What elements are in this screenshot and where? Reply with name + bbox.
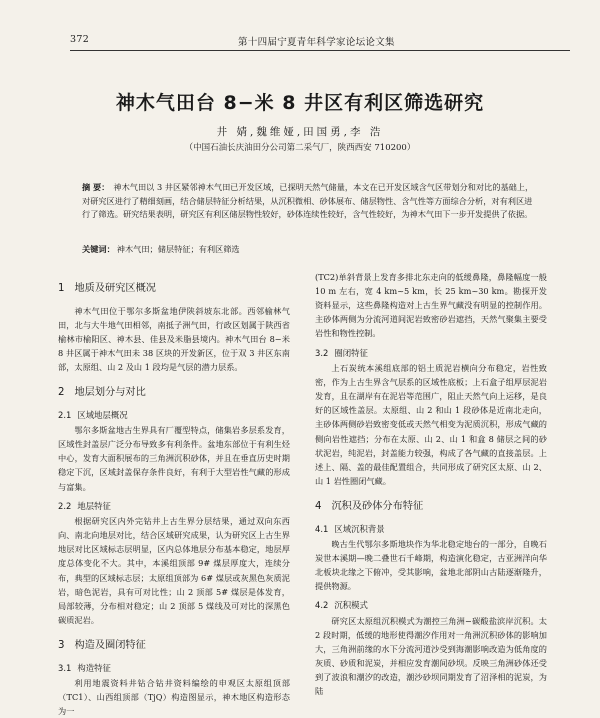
journal-title: 第十四届宁夏青年科学家论坛论文集 xyxy=(238,37,395,48)
section-title: 沉积及砂体分布特征 xyxy=(331,500,424,512)
paragraph: 利用地震资料井钻合钻井资料编绘的申观区太原组顶部（TC1）、山西组顶部（TjQ）构造图显示，神木地区构造形态为一 xyxy=(58,677,290,717)
section-heading xyxy=(58,280,290,298)
paragraph: 上石炭统本溪组底部的铝土质泥岩横向分布稳定，岩性致密，作为上古生界含气层系的区域性底板；上石盒子组厚层泥岩发育，且在湖岸有在泥岩等范围广，阻止天然气向上运移，是良好的区域性盖层。太原组、山 2 和山 1 段砂体是近南北走向，主砂体两侧砂岩致密变低或天然气相变为泥质沉积，形成气藏的侧向岩性遮挡；分布在太原、山 2、山 1 和盒 8 储层之间的砂状泥岩，纯泥岩，封盖能力较强，构成了各气藏的直接盖层。上述上、隔、盖的最佳配置组合，共同形成了研究区太原、山 2、山 1 岩性圈闭气藏。 xyxy=(315,363,547,486)
subsection-title: 构造特征 xyxy=(77,662,111,673)
section-number: 2 xyxy=(58,387,65,399)
section-heading xyxy=(315,498,547,516)
subsection-title: 区域沉积背景 xyxy=(334,523,385,534)
section-title: 构造及圈闭特征 xyxy=(74,639,146,651)
paragraph: 根据研究区内外完钻井上古生界分层结果，通过双向东西向、南北向地层对比，结合区域研究成果，认为研究区上古生界地层对比区域标志层明显，区内总体地层分布基本稳定，地层厚度总体变化不大。其中，本溪组顶部 9# 煤层厚度大，连续分布，典型的区域标志层；太原组顶部为 6# 煤层或灰黑色灰质泥岩，暗色泥岩，具有可对比性；山 2 顶部 5# 煤层是体发育，局部较薄，分布相对稳定；山 2 顶部 5 煤线及可对比的深黑色碳质泥岩。 xyxy=(58,516,290,625)
article-title: 神木气田台 8−米 8 井区有利区筛选研究 xyxy=(115,92,485,114)
subsection-title: 圈闭特征 xyxy=(334,347,368,358)
abstract xyxy=(82,181,540,222)
paragraph: 鄂尔多斯盆地古生界具有厂覆型特点，储集岩多层系发育，区域性封盖层广泛分布导致多有利条件。盆地东部位于有利生烃中心，发育大面积展布的三角洲沉积砂体，并且在垂直历史时期稳定下沉，区域封盖保存条件良好，有利于大型岩性气藏的形成与富集。 xyxy=(58,425,290,492)
paragraph: 研究区太原组沉积模式为潮控三角洲−碳酸盐滨岸沉积。太 2 段时期，低缓的地形使得潮汐作用对一角洲沉积砂体的影响加大，三角洲前缘的水下分流河道沙受到海潮影响改造为低角度的灰质、砂质和泥炭，并相应发育潮间砂坝。反映三角洲砂体还受到了波浪和潮汐的改造，潮沙砂坝同期发育了沼泽相的泥炭，为陆 xyxy=(315,615,547,697)
subsection-heading xyxy=(58,661,290,675)
subsection-heading xyxy=(58,499,290,513)
paragraph: 神木气田位于鄂尔多斯盆地伊陕斜坡东北部。西邻榆林气田，北与大牛地气田相邻，南抵子洲气田，行政区划属于陕西省榆林市榆阳区、神木县、佳县及米脂县境内。神木气田台 8−米 8 井区属于神木气田未 38 区块的开发新区，位于双 3 井区东南部，太原组、山 2 及山 1 段均是气层的潜力层系。 xyxy=(58,305,290,372)
section-title: 地层划分与对比 xyxy=(74,387,146,399)
subsection-title: 地层特征 xyxy=(77,500,111,511)
keywords-text: 神木气田；储层特征；有利区筛选 xyxy=(116,244,240,254)
subsection-heading xyxy=(315,346,547,360)
page-number: 372 xyxy=(70,34,90,45)
subsection-number: 3.2 xyxy=(315,347,329,358)
paragraph: (TC2)单斜背景上发育多排北东走向的低缓鼻隆，鼻隆幅度一般 10 m 左右，宽 4 km~5 km，长 25 km~30 km。勘探开发资料显示，这些鼻隆构造对上古生界气藏没有明显的控制作用。主砂体两侧为分流河道间泥岩致密砂岩遮挡，天然气聚集主要受岩性和物性控制。 xyxy=(315,272,547,339)
section-heading xyxy=(58,637,290,655)
subsection-number: 3.1 xyxy=(58,662,72,673)
left-column xyxy=(58,270,290,718)
section-number: 4 xyxy=(315,500,322,512)
header-rule xyxy=(70,50,570,51)
subsection-heading xyxy=(58,408,290,422)
section-number: 1 xyxy=(58,283,65,294)
article-authors: 井 婧,魏维娅,田国勇,李 浩 xyxy=(216,126,384,138)
keywords-label: 关键词： xyxy=(82,244,115,254)
paragraph: 晚古生代鄂尔多斯地块作为华北稳定地台的一部分，自晚石炭世本溪期—晚二叠世石千峰期，构造演化稳定，古亚洲洋向华北板块北缘之下俯冲，受其影响，盆地北部阴山古陆逐渐隆升，提供物源。 xyxy=(315,538,547,592)
subsection-title: 沉积模式 xyxy=(334,600,368,611)
section-number: 3 xyxy=(58,639,65,651)
section-title: 地质及研究区概况 xyxy=(74,283,156,294)
subsection-heading xyxy=(315,598,547,612)
article-affiliation: （中国石油长庆油田分公司第二采气厂，陕西西安 710200） xyxy=(184,143,416,153)
subsection-number: 4.2 xyxy=(315,600,329,611)
abstract-text: 神木气田以 3 井区紧邻神木气田已开发区域，已探明天然气储量，本文在已开发区域含气区带划分和对比的基础上，对研究区进行了精细刻画，结合储层特征分析结果，从沉积微相、砂体展布、储层物性、含气性等方面综合分析，对有利区进行了筛选。研究结果表明，研究区有利区储层物性较好，砂体连续性较好，含气性较好，为神木气田下一步开发提供了依据。 xyxy=(82,182,534,220)
subsection-title: 区域地层概况 xyxy=(77,409,128,420)
right-column xyxy=(315,270,547,699)
subsection-number: 2.2 xyxy=(58,500,72,511)
running-head xyxy=(70,34,570,50)
subsection-heading xyxy=(315,522,547,536)
subsection-number: 2.1 xyxy=(58,409,72,420)
subsection-number: 4.1 xyxy=(315,523,329,534)
section-heading xyxy=(58,384,290,402)
keywords xyxy=(82,243,540,255)
abstract-label: 摘 要： xyxy=(82,182,110,192)
